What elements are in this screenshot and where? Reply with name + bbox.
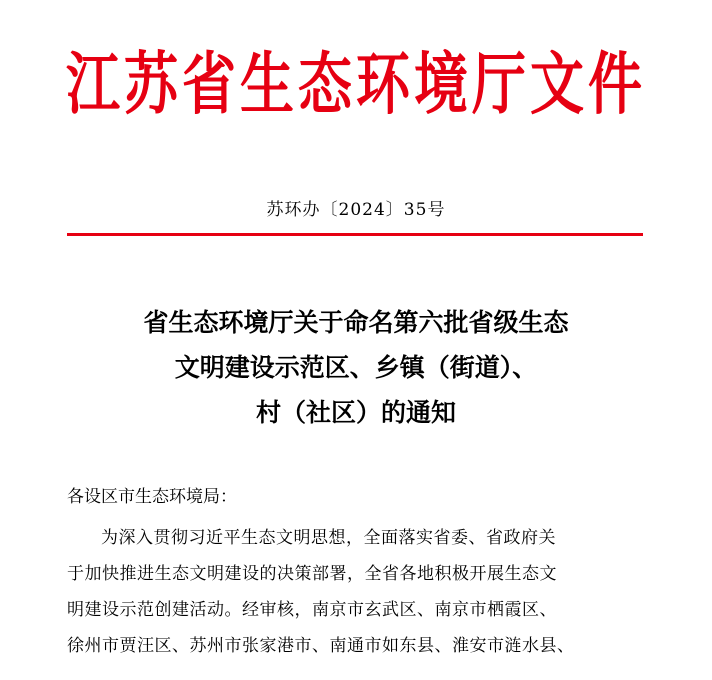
body-line-3: 明建设示范创建活动。经审核，南京市玄武区、南京市栖霞区、 [67,600,557,620]
red-divider-line [67,233,643,236]
title-line-3: 村（社区）的通知 [255,398,456,427]
body-line-1: 为深入贯彻习近平生态文明思想，全面落实省委、省政府关 [101,528,556,548]
title-line-2: 文明建设示范区、乡镇（街道）、 [174,353,538,382]
addressee: 各设区市生态环境局： [67,487,237,507]
document-number: 苏环办〔2024〕35号 [266,200,446,220]
document-title [0,300,712,435]
body-text [67,520,647,664]
title-line-1: 省生态环境厅关于命名第六批省级生态 [143,308,569,337]
body-line-4: 徐州市贾汪区、苏州市张家港市、南通市如东县、淮安市涟水县、 [67,636,575,656]
body-line-2: 于加快推进生态文明建设的决策部署，全省各地积极开展生态文 [67,564,557,584]
document-header-title: 江苏省生态环境厅文件 [66,45,646,124]
